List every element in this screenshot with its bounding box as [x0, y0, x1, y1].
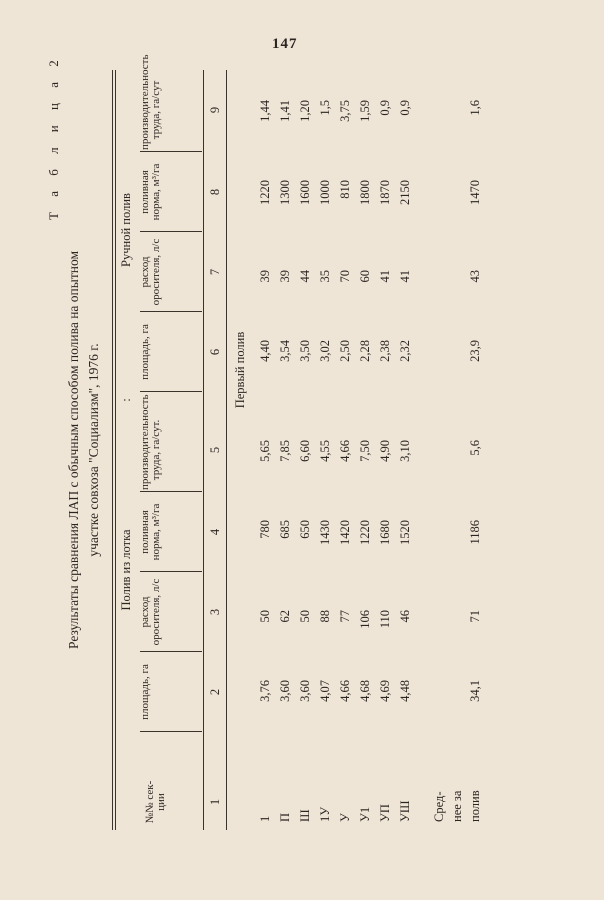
- col-number: 8: [208, 188, 222, 196]
- table-cell: 4,69: [378, 680, 392, 702]
- table-cell: 780: [258, 520, 272, 539]
- table-label: Т а б л и ц а 2: [46, 54, 61, 220]
- table-cell: 1,59: [358, 100, 372, 122]
- table-cell: 39: [258, 270, 272, 283]
- table-cell: 2,50: [338, 340, 352, 362]
- title-line-1: Результаты сравнения ЛАП с обычным способом полива на опытном: [66, 251, 81, 650]
- table-cell: 3,50: [298, 340, 312, 362]
- table-cell: 50: [298, 610, 312, 623]
- col-number: 5: [208, 446, 222, 454]
- table-cell: 1220: [258, 180, 272, 205]
- table-cell: 1220: [358, 520, 372, 545]
- average-cell: 1,6: [468, 100, 482, 116]
- table-cell: 1520: [398, 520, 412, 545]
- average-label-line: полив: [468, 790, 482, 822]
- table-cell: 3,75: [338, 100, 352, 122]
- col-header-5: производительность труда, га/сут.: [139, 394, 162, 490]
- table-title: [64, 70, 104, 830]
- table-cell: 44: [298, 270, 312, 283]
- table-cell: 62: [278, 610, 292, 623]
- table-cell: 4,07: [318, 680, 332, 702]
- col-number: 2: [208, 688, 222, 696]
- table-cell: 4,66: [338, 440, 352, 462]
- col-header-2: площадь, га: [139, 664, 151, 720]
- table-cell: 1420: [338, 520, 352, 545]
- col-header-8: поливная норма, м³/га: [139, 163, 162, 221]
- table-cell: 50: [258, 610, 272, 623]
- section-number-cell: 1: [258, 815, 272, 822]
- table-cell: 1680: [378, 520, 392, 545]
- table-cell: 1430: [318, 520, 332, 545]
- table-cell: 1,41: [278, 100, 292, 122]
- section-number-cell: У1: [358, 806, 372, 822]
- col-number: 3: [208, 608, 222, 616]
- table-cell: 810: [338, 180, 352, 199]
- top-rule-2: [115, 70, 116, 830]
- header-divider: [140, 571, 202, 572]
- header-rule: [203, 70, 204, 830]
- table-cell: 685: [278, 520, 292, 539]
- header-divider: [140, 731, 202, 732]
- table-cell: 4,40: [258, 340, 272, 362]
- section-number-cell: УШ: [398, 800, 412, 822]
- table-cell: 6,60: [298, 440, 312, 462]
- average-cell: 71: [468, 610, 482, 623]
- col-header-4: поливная норма, м³/га: [139, 503, 162, 561]
- table-cell: 4,55: [318, 440, 332, 462]
- col-number: 4: [208, 528, 222, 536]
- header-divider: [140, 231, 202, 232]
- col-header-3: расход оросителя, л/с: [139, 578, 162, 646]
- header-divider: [140, 311, 202, 312]
- average-cell: 1186: [468, 520, 482, 545]
- col-number: 9: [208, 106, 222, 114]
- average-cell: 5,6: [468, 440, 482, 456]
- table-cell: 7,85: [278, 440, 292, 462]
- col-header-1: №№ сек- ции: [144, 780, 167, 824]
- table-cell: 2150: [398, 180, 412, 205]
- rotated-table-page: [40, 50, 560, 850]
- table-cell: 4,90: [378, 440, 392, 462]
- table-cell: 1600: [298, 180, 312, 205]
- col-header-6: площадь, га: [139, 324, 151, 380]
- table-cell: 5,65: [258, 440, 272, 462]
- group-header-tray: Полив из лотка: [119, 529, 133, 611]
- average-label-line: Сред-: [432, 791, 446, 822]
- group-header-separator: :: [119, 398, 133, 402]
- average-label-line: нее за: [450, 790, 464, 822]
- col-number: 1: [208, 798, 222, 806]
- table-cell: 650: [298, 520, 312, 539]
- header-divider: [140, 651, 202, 652]
- table-cell: 1,20: [298, 100, 312, 122]
- col-number: 6: [208, 348, 222, 356]
- table-cell: 46: [398, 610, 412, 623]
- table-cell: 3,54: [278, 340, 292, 362]
- table-cell: 106: [358, 610, 372, 629]
- col-number: 7: [208, 268, 222, 276]
- title-line-2: участке совхоза "Социализм", 1976 г.: [86, 343, 101, 557]
- table-cell: 0,9: [398, 100, 412, 116]
- header-divider: [140, 151, 202, 152]
- table-cell: 39: [278, 270, 292, 283]
- table-cell: 1000: [318, 180, 332, 205]
- table-cell: 0,9: [378, 100, 392, 116]
- section-number-cell: УП: [378, 804, 392, 822]
- table-cell: 1300: [278, 180, 292, 205]
- table-cell: 1870: [378, 180, 392, 205]
- average-cell: 1470: [468, 180, 482, 205]
- table-cell: 77: [338, 610, 352, 623]
- table-cell: 35: [318, 270, 332, 283]
- section-number-cell: Ш: [298, 809, 312, 822]
- table-cell: 4,66: [338, 680, 352, 702]
- table-cell: 41: [398, 270, 412, 283]
- table-cell: 1,5: [318, 100, 332, 116]
- table-cell: 3,10: [398, 440, 412, 462]
- section-number-cell: 1У: [318, 806, 332, 822]
- average-cell: 34,1: [468, 680, 482, 702]
- column-number-rule: [226, 70, 227, 830]
- group-header-manual: Ручной полив: [119, 193, 133, 267]
- table-cell: 3,02: [318, 340, 332, 362]
- header-divider: [140, 391, 202, 392]
- page-number: 147: [272, 36, 298, 52]
- table-cell: 4,48: [398, 680, 412, 702]
- table-cell: 110: [378, 610, 392, 629]
- table-cell: 1800: [358, 180, 372, 205]
- table-cell: 60: [358, 270, 372, 283]
- top-rule: [112, 70, 113, 830]
- table-cell: 4,68: [358, 680, 372, 702]
- table-cell: 7,50: [358, 440, 372, 462]
- col-header-7: расход оросителя, л/с: [139, 238, 162, 306]
- header-divider: [140, 491, 202, 492]
- table-cell: 88: [318, 610, 332, 623]
- table-cell: 70: [338, 270, 352, 283]
- table-cell: 3,76: [258, 680, 272, 702]
- table-cell: 2,28: [358, 340, 372, 362]
- section-number-cell: П: [278, 812, 292, 822]
- table-cell: 41: [378, 270, 392, 283]
- section-number-cell: У: [338, 813, 352, 822]
- table-cell: 2,38: [378, 340, 392, 362]
- average-cell: 23,9: [468, 340, 482, 362]
- table-cell: 2,32: [398, 340, 412, 362]
- table-cell: 1,44: [258, 100, 272, 122]
- table-cell: 3,60: [298, 680, 312, 702]
- table-cell: 3,60: [278, 680, 292, 702]
- average-cell: 43: [468, 270, 482, 283]
- col-header-9: производительность труда, га/сут: [139, 54, 162, 150]
- subheading-first-irrigation: Первый полив: [233, 331, 247, 409]
